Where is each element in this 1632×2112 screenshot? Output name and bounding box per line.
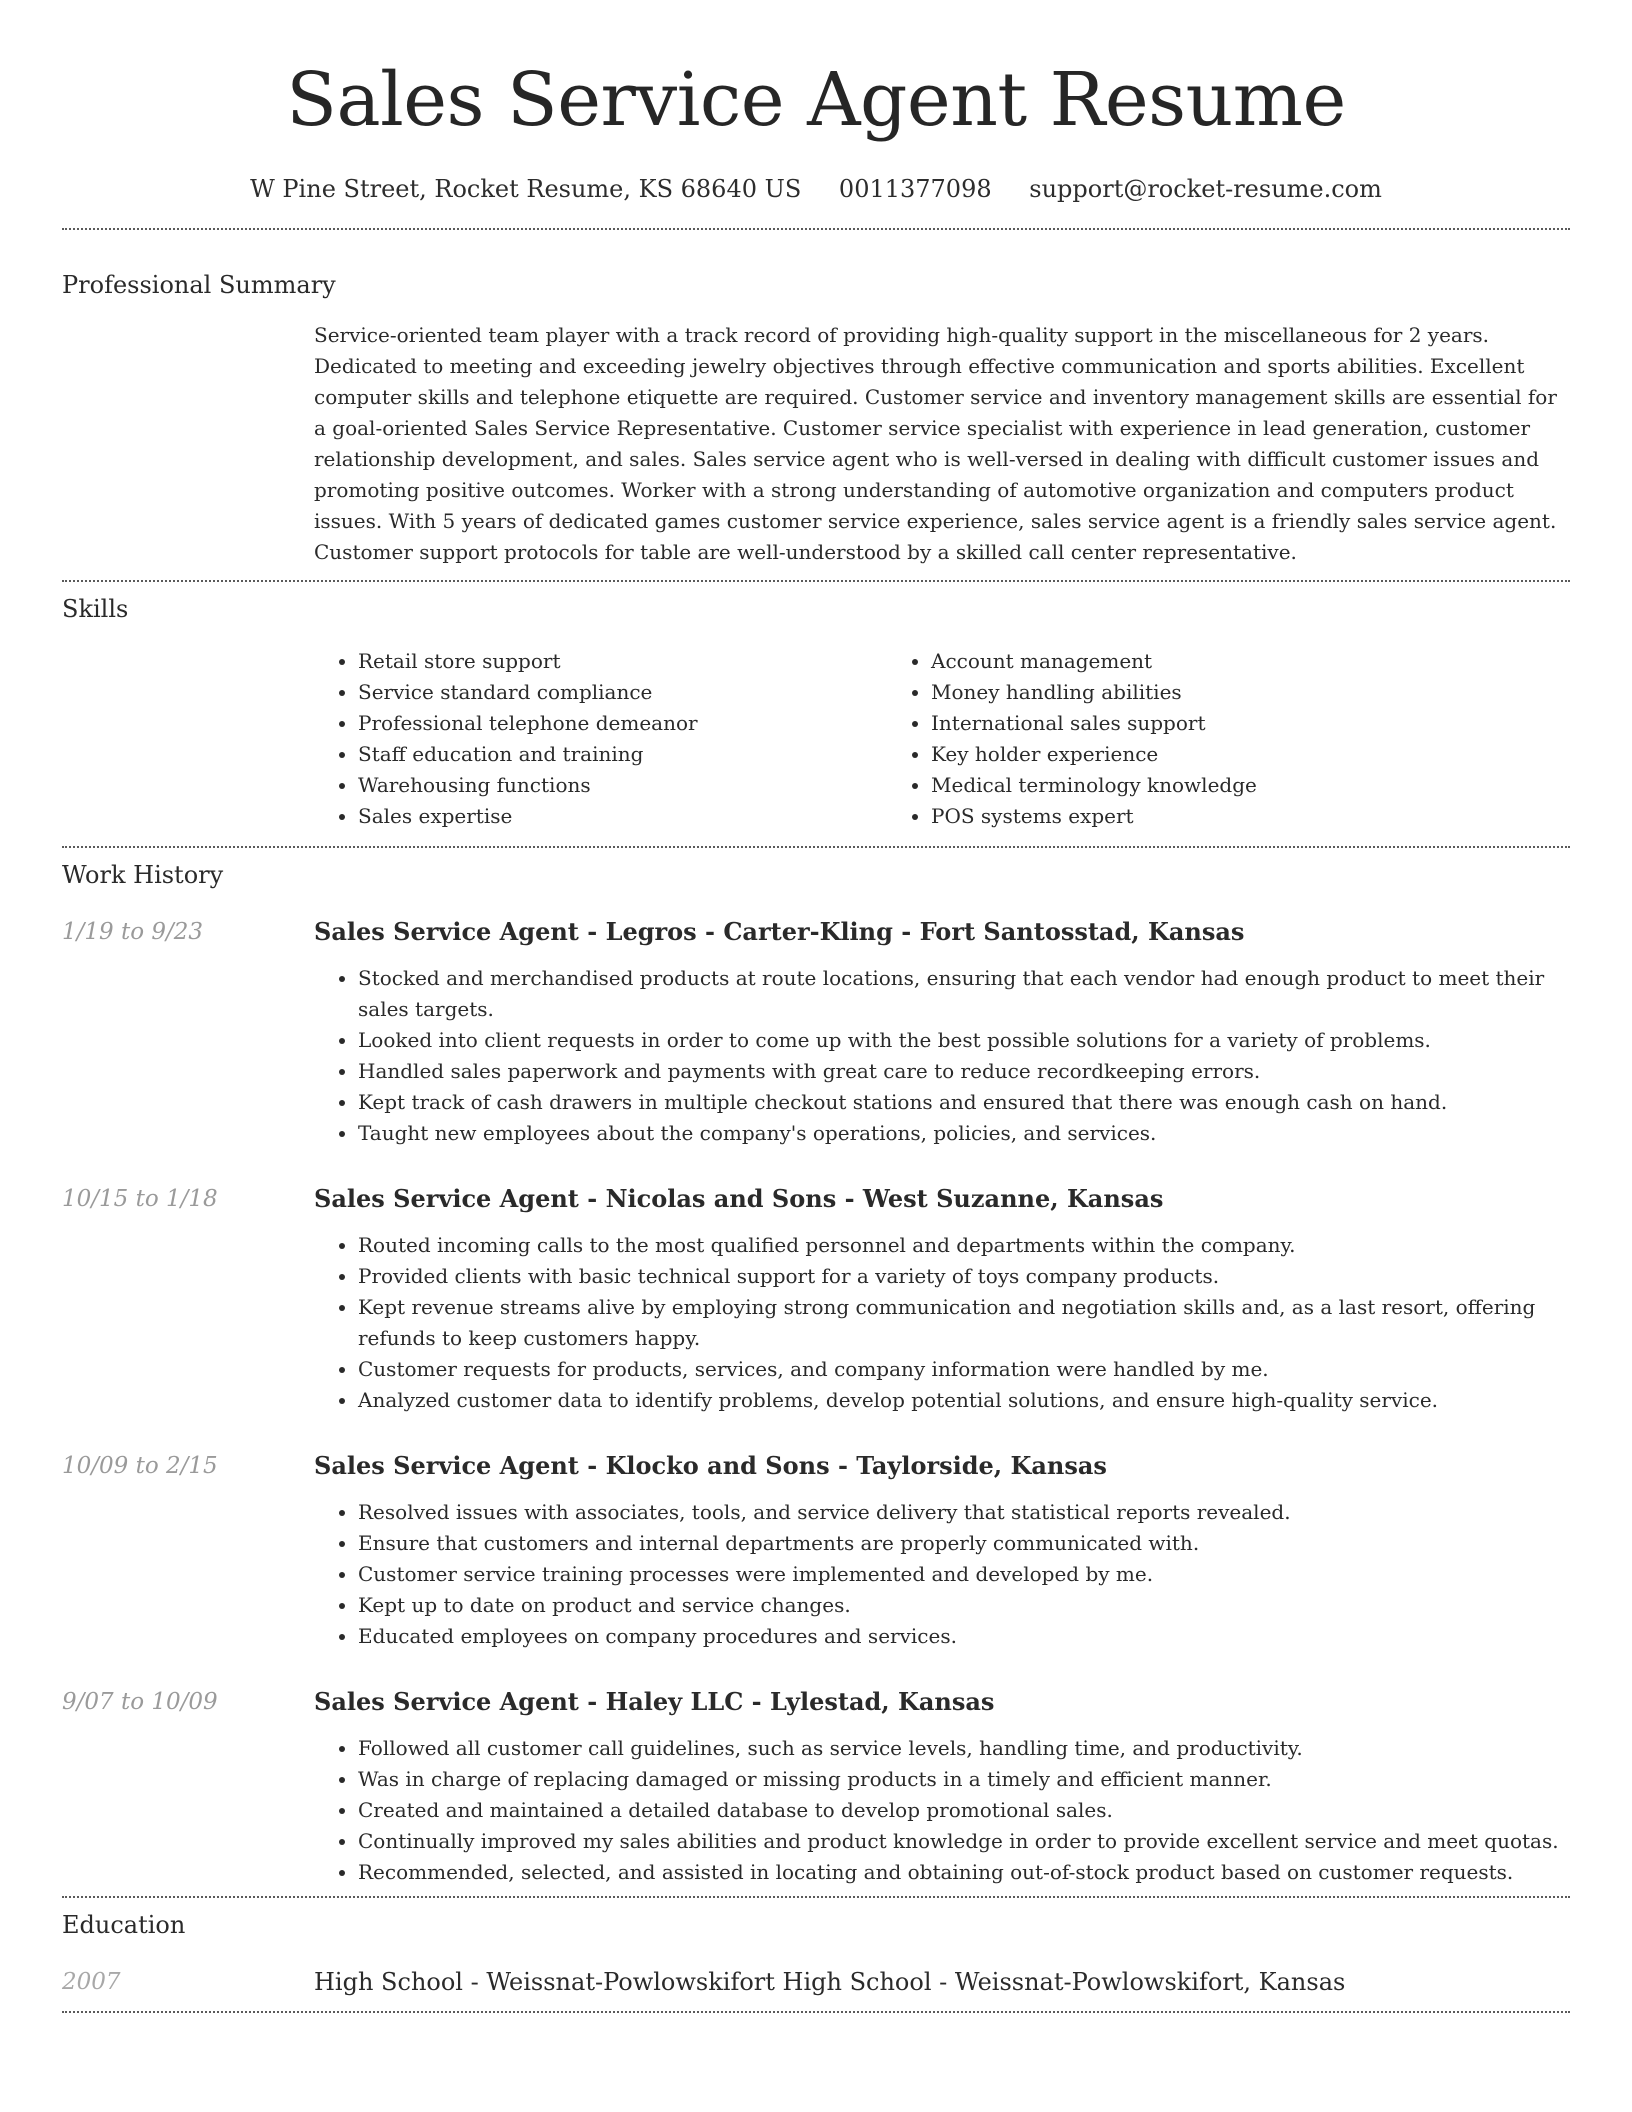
skill-item: • Account management [931,646,1454,677]
section-heading-summary: Professional Summary [62,271,336,299]
contact-address: W Pine Street, Rocket Resume, KS 68640 US [250,175,802,203]
job-bullet: • Taught new employees about the company's operations, policies, and services. [358,1118,1570,1149]
job-title: Sales Service Agent - Legros - Carter-Kling - Fort Santosstad, Kansas [314,917,1245,946]
job-bullet: • Provided clients with basic technical support for a variety of toys company products. [358,1261,1570,1292]
job-bullet: • Followed all customer call guidelines, such as service levels, handling time, and productivity. [358,1733,1570,1764]
job-bullets [314,963,1570,1149]
contact-email: support@rocket-resume.com [1029,175,1382,203]
job-dates: 9/07 to 10/09 [62,1689,218,1715]
job-dates: 10/15 to 1/18 [62,1186,218,1212]
contact-phone: 0011377098 [838,175,992,203]
job-title: Sales Service Agent - Haley LLC - Lylestad, Kansas [314,1687,995,1716]
skill-item: • Professional telephone demeanor [358,708,884,739]
job-bullet: • Customer requests for products, services, and company information were handled by me. [358,1354,1570,1385]
job-bullet: • Educated employees on company procedures and services. [358,1621,1570,1652]
job-bullet: • Customer service training processes were implemented and developed by me. [358,1559,1570,1590]
education-text: High School - Weissnat-Powlowskifort High School - Weissnat-Powlowskifort, Kansas [314,1968,1346,1996]
job-bullet: • Routed incoming calls to the most qualified personnel and departments within the company. [358,1230,1570,1261]
skill-item: • Key holder experience [931,739,1454,770]
job-entry [62,1451,1570,1652]
skill-item: • Warehousing functions [358,770,884,801]
skill-item: • Sales expertise [358,801,884,832]
job-bullet: • Resolved issues with associates, tools, and service delivery that statistical reports revealed. [358,1497,1570,1528]
job-bullet: • Ensure that customers and internal departments are properly communicated with. [358,1528,1570,1559]
job-bullets [314,1230,1570,1416]
skill-item: • Medical terminology knowledge [931,770,1454,801]
education-year: 2007 [62,1969,121,1995]
skills-list-right [884,646,1454,832]
job-title: Sales Service Agent - Nicolas and Sons - West Suzanne, Kansas [314,1184,1164,1213]
job-bullet: • Looked into client requests in order to come up with the best possible solutions for a variety of problems. [358,1025,1570,1056]
job-bullet: • Recommended, selected, and assisted in locating and obtaining out-of-stock product based on customer requests. [358,1857,1570,1888]
education-section [62,1898,1570,2011]
job-bullet: • Handled sales paperwork and payments with great care to reduce recordkeeping errors. [358,1056,1570,1087]
section-divider [62,2011,1570,2013]
section-heading-education: Education [62,1911,186,1939]
skills-section [62,582,1570,846]
job-bullet: • Created and maintained a detailed database to develop promotional sales. [358,1795,1570,1826]
job-bullet: • Continually improved my sales abilities and product knowledge in order to provide excellent service and meet quotas. [358,1826,1570,1857]
section-heading-work: Work History [62,861,224,889]
education-entry [62,1967,1570,1997]
summary-section [62,230,1570,580]
resume-title: Sales Service Agent Resume [286,57,1346,143]
job-dates: 1/19 to 9/23 [62,919,204,945]
work-history-section [62,848,1570,1896]
skills-list-left [314,646,884,832]
job-dates: 10/09 to 2/15 [62,1453,218,1479]
section-heading-skills: Skills [62,595,129,623]
job-bullet: • Kept track of cash drawers in multiple checkout stations and ensured that there was enough cash on hand. [358,1087,1570,1118]
job-entry [62,1687,1570,1888]
job-bullet: • Kept revenue streams alive by employing strong communication and negotiation skills and, as a last resort, offering refunds to keep customers happy. [358,1292,1570,1354]
skill-item: • Staff education and training [358,739,884,770]
job-entry [62,917,1570,1149]
skill-item: • Retail store support [358,646,884,677]
summary-text: Service-oriented team player with a track record of providing high-quality support in the miscellaneous for 2 years. Dedicated to meeting and exceeding jewelry objectives through effective communication and sports abilities. Excellent computer skills and telephone etiquette are required. Customer service and inventory management skills are essential for a goal-oriented Sales Service Representative. Customer service specialist with experience in lead generation, customer relationship development, and sales. Sales service agent who is well-versed in dealing with difficult customer issues and promoting positive outcomes. Worker with a strong understanding of automotive organization and computers product issues. With 5 years of dedicated games customer service experience, sales service agent is a friendly sales service agent. Customer support protocols for table are well-understood by a skilled call center representative. [314,323,1557,564]
job-bullets [314,1733,1570,1888]
job-bullet: • Stocked and merchandised products at route locations, ensuring that each vendor had enough product to meet their sales targets. [358,963,1570,1025]
skill-item: • International sales support [931,708,1454,739]
job-bullet: • Kept up to date on product and service changes. [358,1590,1570,1621]
job-bullet: • Analyzed customer data to identify problems, develop potential solutions, and ensure high-quality service. [358,1385,1570,1416]
skill-item: • Service standard compliance [358,677,884,708]
job-entry [62,1184,1570,1416]
contact-line [62,174,1570,204]
skill-item: • POS systems expert [931,801,1454,832]
skill-item: • Money handling abilities [931,677,1454,708]
job-bullet: • Was in charge of replacing damaged or missing products in a timely and efficient manner. [358,1764,1570,1795]
job-bullets [314,1497,1570,1652]
job-title: Sales Service Agent - Klocko and Sons - Taylorside, Kansas [314,1451,1107,1480]
